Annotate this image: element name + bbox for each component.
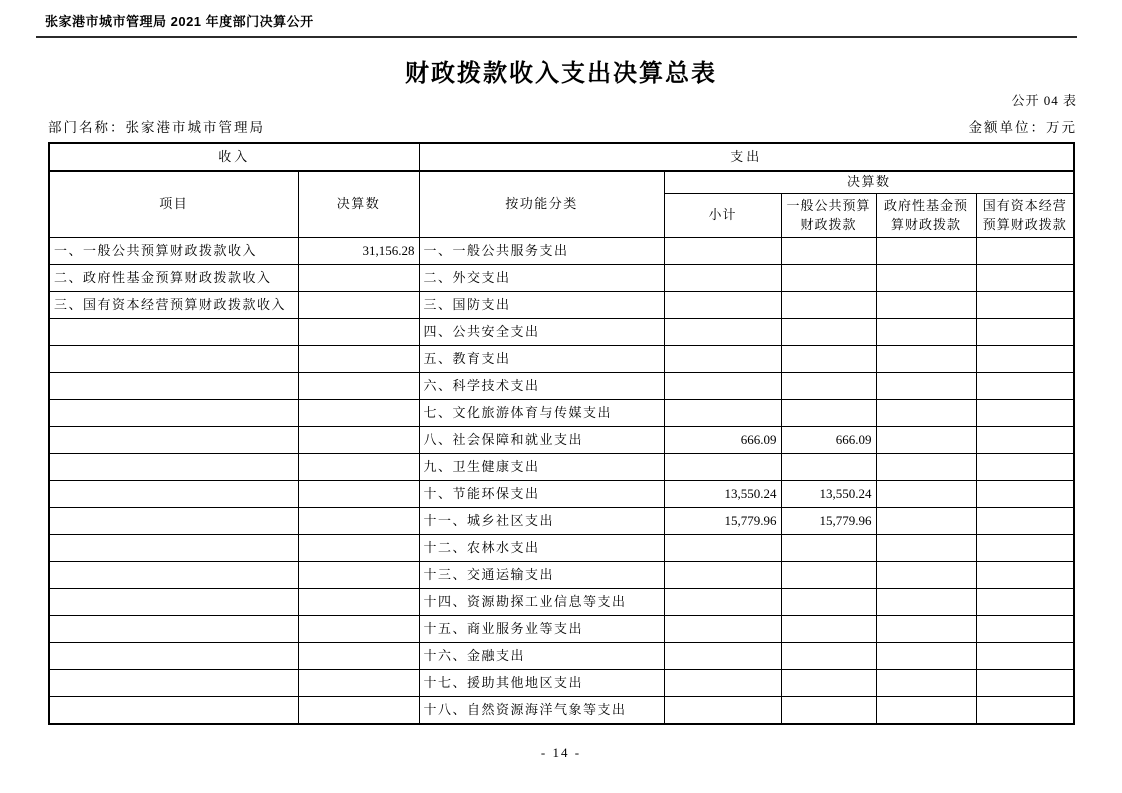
expense-general-budget xyxy=(781,697,876,725)
expense-state-capital xyxy=(976,508,1074,535)
expense-gov-fund xyxy=(876,589,976,616)
expense-subtotal xyxy=(664,535,781,562)
table-row xyxy=(49,265,1074,292)
expense-state-capital xyxy=(976,697,1074,725)
expense-gov-fund xyxy=(876,535,976,562)
expense-state-capital xyxy=(976,670,1074,697)
income-item xyxy=(49,346,298,373)
expense-gov-fund xyxy=(876,697,976,725)
col-header-state-capital: 国有资本经营预算财政拨款 xyxy=(976,194,1074,238)
expense-general-budget xyxy=(781,373,876,400)
expense-subtotal xyxy=(664,265,781,292)
expense-state-capital xyxy=(976,373,1074,400)
expense-subtotal xyxy=(664,589,781,616)
expense-item: 十八、自然资源海洋气象等支出 xyxy=(419,697,664,725)
table-row xyxy=(49,346,1074,373)
page-title: 财政拨款收入支出决算总表 xyxy=(405,60,717,87)
col-header-by-function: 按功能分类 xyxy=(419,171,664,238)
expense-item: 十六、金融支出 xyxy=(419,643,664,670)
doc-header xyxy=(36,8,1077,38)
col-header-income-amount: 决算数 xyxy=(298,171,419,238)
expense-general-budget xyxy=(781,292,876,319)
expense-gov-fund xyxy=(876,373,976,400)
income-item xyxy=(49,670,298,697)
income-item: 三、国有资本经营预算财政拨款收入 xyxy=(49,292,298,319)
fiscal-appropriation-table xyxy=(48,142,1075,725)
expense-state-capital xyxy=(976,400,1074,427)
expense-general-budget xyxy=(781,616,876,643)
expense-subtotal xyxy=(664,373,781,400)
income-amount xyxy=(298,697,419,725)
expense-subtotal xyxy=(664,346,781,373)
table-row xyxy=(49,319,1074,346)
expense-state-capital xyxy=(976,427,1074,454)
expense-general-budget: 15,779.96 xyxy=(781,508,876,535)
income-item xyxy=(49,562,298,589)
table-row xyxy=(49,616,1074,643)
income-amount xyxy=(298,427,419,454)
expense-subtotal xyxy=(664,454,781,481)
expense-gov-fund xyxy=(876,481,976,508)
expense-general-budget xyxy=(781,400,876,427)
expense-gov-fund xyxy=(876,616,976,643)
expense-general-budget xyxy=(781,265,876,292)
col-header-item: 项目 xyxy=(49,171,298,238)
section-header-row xyxy=(49,143,1074,171)
income-item xyxy=(49,589,298,616)
expense-subtotal xyxy=(664,238,781,265)
expense-subtotal xyxy=(664,643,781,670)
income-amount xyxy=(298,400,419,427)
expense-state-capital xyxy=(976,481,1074,508)
table-body xyxy=(49,238,1074,725)
expense-state-capital xyxy=(976,616,1074,643)
income-amount: 31,156.28 xyxy=(298,238,419,265)
income-amount xyxy=(298,373,419,400)
expense-state-capital xyxy=(976,265,1074,292)
income-item: 一、一般公共预算财政拨款收入 xyxy=(49,238,298,265)
col-header-gov-fund: 政府性基金预算财政拨款 xyxy=(876,194,976,238)
expense-item: 二、外交支出 xyxy=(419,265,664,292)
income-amount xyxy=(298,265,419,292)
table-row xyxy=(49,481,1074,508)
income-item xyxy=(49,373,298,400)
expense-state-capital xyxy=(976,454,1074,481)
amount-unit-label: 金额单位：万元 xyxy=(968,120,1077,135)
expense-item: 十、节能环保支出 xyxy=(419,481,664,508)
expense-gov-fund xyxy=(876,508,976,535)
expense-gov-fund xyxy=(876,427,976,454)
table-row xyxy=(49,238,1074,265)
income-item xyxy=(49,454,298,481)
expense-item: 十五、商业服务业等支出 xyxy=(419,616,664,643)
expense-gov-fund xyxy=(876,346,976,373)
expense-general-budget xyxy=(781,238,876,265)
expense-subtotal xyxy=(664,400,781,427)
expense-item: 十七、援助其他地区支出 xyxy=(419,670,664,697)
income-item xyxy=(49,319,298,346)
income-amount xyxy=(298,454,419,481)
expense-subtotal xyxy=(664,616,781,643)
table-row xyxy=(49,589,1074,616)
expense-gov-fund xyxy=(876,670,976,697)
expense-subtotal xyxy=(664,562,781,589)
expense-general-budget xyxy=(781,346,876,373)
expense-general-budget xyxy=(781,562,876,589)
expense-state-capital xyxy=(976,319,1074,346)
expense-general-budget xyxy=(781,589,876,616)
expense-general-budget xyxy=(781,535,876,562)
expense-gov-fund xyxy=(876,562,976,589)
income-amount xyxy=(298,481,419,508)
expense-subtotal xyxy=(664,670,781,697)
expense-subtotal xyxy=(664,319,781,346)
income-item xyxy=(49,697,298,725)
expense-subtotal xyxy=(664,697,781,725)
expense-subtotal: 13,550.24 xyxy=(664,481,781,508)
expense-state-capital xyxy=(976,535,1074,562)
expense-item: 十一、城乡社区支出 xyxy=(419,508,664,535)
income-amount xyxy=(298,643,419,670)
income-item xyxy=(49,643,298,670)
table-row xyxy=(49,670,1074,697)
income-amount xyxy=(298,319,419,346)
expense-general-budget xyxy=(781,319,876,346)
expense-item: 五、教育支出 xyxy=(419,346,664,373)
expense-gov-fund xyxy=(876,265,976,292)
income-item xyxy=(49,400,298,427)
expense-general-budget xyxy=(781,643,876,670)
expenditure-section-header: 支出 xyxy=(419,143,1074,171)
income-amount xyxy=(298,562,419,589)
expense-state-capital xyxy=(976,643,1074,670)
income-item xyxy=(49,481,298,508)
expense-item: 四、公共安全支出 xyxy=(419,319,664,346)
expense-gov-fund xyxy=(876,643,976,670)
table-number: 公开 04 表 xyxy=(1011,93,1077,108)
expense-gov-fund xyxy=(876,319,976,346)
income-amount xyxy=(298,670,419,697)
income-amount xyxy=(298,589,419,616)
income-amount xyxy=(298,292,419,319)
column-header-row-1 xyxy=(49,171,1074,194)
table-row xyxy=(49,562,1074,589)
expense-state-capital xyxy=(976,238,1074,265)
col-header-subtotal: 小计 xyxy=(664,194,781,238)
expense-item: 一、一般公共服务支出 xyxy=(419,238,664,265)
expense-subtotal: 15,779.96 xyxy=(664,508,781,535)
table-row xyxy=(49,427,1074,454)
expense-general-budget: 13,550.24 xyxy=(781,481,876,508)
income-amount xyxy=(298,346,419,373)
table-row xyxy=(49,373,1074,400)
expense-item: 十三、交通运输支出 xyxy=(419,562,664,589)
expense-item: 六、科学技术支出 xyxy=(419,373,664,400)
expense-state-capital xyxy=(976,346,1074,373)
expense-subtotal: 666.09 xyxy=(664,427,781,454)
income-item xyxy=(49,427,298,454)
table-row xyxy=(49,400,1074,427)
doc-header-text: 张家港市城市管理局 2021 年度部门决算公开 xyxy=(45,14,314,29)
expense-item: 八、社会保障和就业支出 xyxy=(419,427,664,454)
expense-subtotal xyxy=(664,292,781,319)
income-amount xyxy=(298,535,419,562)
expense-gov-fund xyxy=(876,400,976,427)
income-amount xyxy=(298,616,419,643)
income-item xyxy=(49,616,298,643)
department-name: 部门名称：张家港市城市管理局 xyxy=(48,120,265,135)
income-amount xyxy=(298,508,419,535)
expense-item: 十二、农林水支出 xyxy=(419,535,664,562)
expense-gov-fund xyxy=(876,454,976,481)
expense-general-budget: 666.09 xyxy=(781,427,876,454)
col-header-general-budget: 一般公共预算财政拨款 xyxy=(781,194,876,238)
table-row xyxy=(49,454,1074,481)
expense-item: 三、国防支出 xyxy=(419,292,664,319)
table-row xyxy=(49,292,1074,319)
table-row xyxy=(49,508,1074,535)
expense-item: 九、卫生健康支出 xyxy=(419,454,664,481)
meta-row xyxy=(48,116,1077,136)
expense-general-budget xyxy=(781,454,876,481)
table-row xyxy=(49,643,1074,670)
income-item xyxy=(49,535,298,562)
expense-gov-fund xyxy=(876,292,976,319)
expense-state-capital xyxy=(976,589,1074,616)
expense-item: 十四、资源勘探工业信息等支出 xyxy=(419,589,664,616)
expense-gov-fund xyxy=(876,238,976,265)
income-section-header: 收入 xyxy=(49,143,419,171)
table-row xyxy=(49,535,1074,562)
expense-general-budget xyxy=(781,670,876,697)
expense-item: 七、文化旅游体育与传媒支出 xyxy=(419,400,664,427)
income-item: 二、政府性基金预算财政拨款收入 xyxy=(49,265,298,292)
expense-state-capital xyxy=(976,292,1074,319)
table-row xyxy=(49,697,1074,725)
col-header-expense-amount: 决算数 xyxy=(664,171,1074,194)
income-item xyxy=(49,508,298,535)
page-number: - 14 - xyxy=(540,745,582,760)
expense-state-capital xyxy=(976,562,1074,589)
